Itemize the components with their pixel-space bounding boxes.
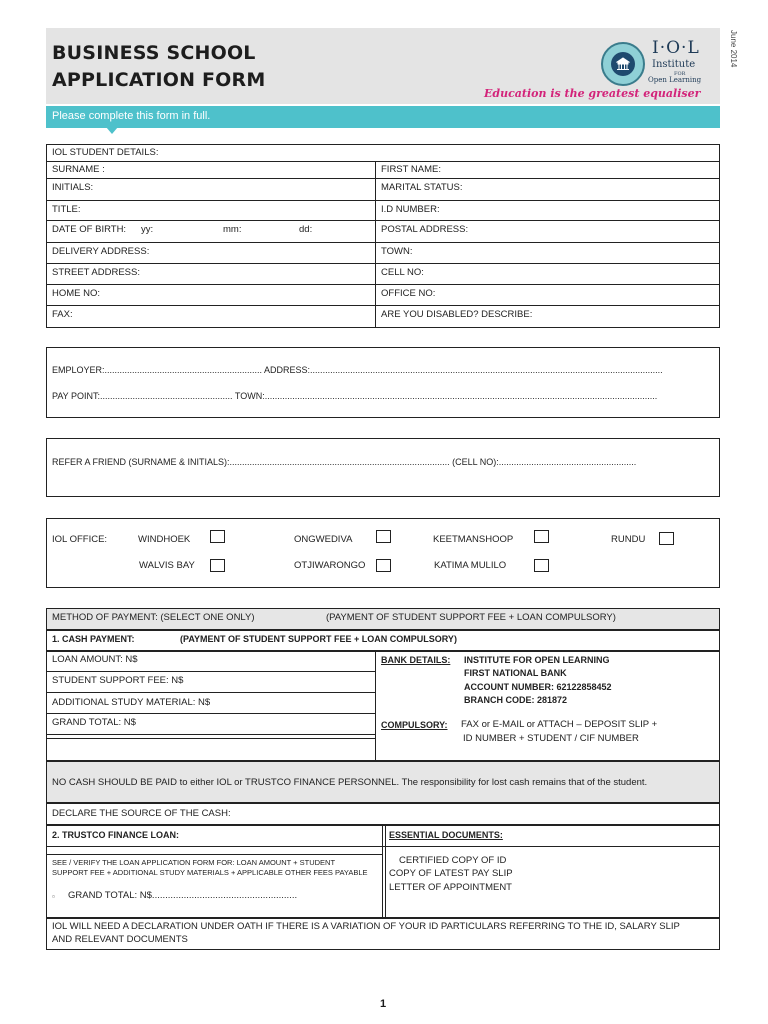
tagline: Education is the greatest equaliser bbox=[484, 87, 701, 100]
payment-method-note: (PAYMENT OF STUDENT SUPPORT FEE + LOAN COMPULSORY) bbox=[326, 612, 616, 623]
student-details-heading: IOL STUDENT DETAILS: bbox=[52, 147, 159, 158]
compulsory-label: COMPULSORY: bbox=[381, 720, 448, 730]
delivery-address-field[interactable]: DELIVERY ADDRESS: bbox=[52, 246, 150, 257]
logo-iol-text: I·O·L bbox=[652, 38, 700, 58]
employer-address-field[interactable]: EMPLOYER:............................................................... ADDRESS:............................................................................................................................................. bbox=[52, 365, 663, 375]
verify-loan-line-1: SEE / VERIFY THE LOAN APPLICATION FORM FOR: LOAN AMOUNT + STUDENT bbox=[52, 858, 336, 867]
compulsory-line-1: FAX or E-MAIL or ATTACH – DEPOSIT SLIP + bbox=[461, 719, 658, 730]
document-certified-id: CERTIFIED COPY OF ID bbox=[399, 855, 507, 866]
study-material-field[interactable]: ADDITIONAL STUDY MATERIAL: N$ bbox=[52, 697, 211, 708]
employer-box bbox=[46, 347, 720, 418]
dob-day-label: dd: bbox=[299, 224, 313, 235]
loan-amount-field[interactable]: LOAN AMOUNT: N$ bbox=[52, 654, 138, 665]
keetmanshoop-checkbox[interactable] bbox=[534, 530, 549, 543]
declare-source-field[interactable]: DECLARE THE SOURCE OF THE CASH: bbox=[52, 808, 231, 819]
title-field[interactable]: TITLE: bbox=[52, 204, 81, 215]
office-option-otjiwarongo: OTJIWARONGO bbox=[294, 560, 366, 571]
verify-loan-line-2: SUPPORT FEE + ADDITIONAL STUDY MATERIALS + APPLICABLE OTHER FEES PAYABLE bbox=[52, 868, 368, 877]
katima-mulilo-checkbox[interactable] bbox=[534, 559, 549, 572]
fax-field[interactable]: FAX: bbox=[52, 309, 73, 320]
bank-name: FIRST NATIONAL BANK bbox=[464, 668, 567, 678]
dob-year-label: yy: bbox=[141, 224, 154, 235]
date-of-birth-field[interactable]: DATE OF BIRTH: bbox=[52, 224, 127, 235]
marital-status-field[interactable]: MARITAL STATUS: bbox=[381, 182, 463, 193]
declaration-line-1: IOL WILL NEED A DECLARATION UNDER OATH IF THERE IS A VARIATION OF YOUR ID PARTICULARS REFERRING TO THE ID, SALARY SLIP bbox=[52, 921, 680, 932]
otjiwarongo-checkbox[interactable] bbox=[376, 559, 391, 572]
account-number: ACCOUNT NUMBER: 62122858452 bbox=[464, 682, 612, 692]
bullet-icon: ▫ bbox=[52, 892, 55, 901]
iol-office-box bbox=[46, 518, 720, 588]
home-no-field[interactable]: HOME NO: bbox=[52, 288, 101, 299]
ongwediva-checkbox[interactable] bbox=[376, 530, 391, 543]
grand-total-field[interactable]: GRAND TOTAL: N$ bbox=[52, 717, 136, 728]
building-icon bbox=[611, 52, 635, 76]
branch-code: BRANCH CODE: 281872 bbox=[464, 695, 568, 705]
support-fee-field[interactable]: STUDENT SUPPORT FEE: N$ bbox=[52, 675, 184, 686]
payment-method-label: METHOD OF PAYMENT: (SELECT ONE ONLY) bbox=[52, 612, 255, 623]
page-number: 1 bbox=[380, 998, 387, 1010]
banner-pointer bbox=[106, 127, 118, 134]
walvis-bay-checkbox[interactable] bbox=[210, 559, 225, 572]
pay-point-town-field[interactable]: PAY POINT:..................................................... TOWN:............................................................................................................................................................. bbox=[52, 391, 658, 401]
office-option-ongwediva: ONGWEDIVA bbox=[294, 534, 353, 545]
logo-for-text: FOR bbox=[674, 71, 686, 77]
office-option-rundu: RUNDU bbox=[611, 534, 646, 545]
windhoek-checkbox[interactable] bbox=[210, 530, 225, 543]
rundu-checkbox[interactable] bbox=[659, 532, 674, 545]
document-pay-slip: COPY OF LATEST PAY SLIP bbox=[389, 868, 513, 879]
logo-open-learning-text: Open Learning bbox=[648, 76, 702, 84]
essential-documents-heading: ESSENTIAL DOCUMENTS: bbox=[389, 830, 503, 840]
first-name-field[interactable]: FIRST NAME: bbox=[381, 164, 441, 175]
form-date: June 2014 bbox=[729, 30, 738, 68]
office-option-walvis-bay: WALVIS BAY bbox=[139, 560, 195, 571]
trustco-loan-heading: 2. TRUSTCO FINANCE LOAN: bbox=[52, 830, 179, 840]
town-field[interactable]: TOWN: bbox=[381, 246, 413, 257]
office-option-katima-mulilo: KATIMA MULILO bbox=[434, 560, 507, 571]
disabled-field[interactable]: ARE YOU DISABLED? DESCRIBE: bbox=[381, 309, 533, 320]
trustco-grand-total-field[interactable]: GRAND TOTAL: N$....................................................... bbox=[68, 890, 298, 901]
initials-field[interactable]: INITIALS: bbox=[52, 182, 94, 193]
surname-field[interactable]: SURNAME : bbox=[52, 164, 105, 175]
title-line-2: APPLICATION FORM bbox=[52, 69, 266, 91]
id-number-field[interactable]: I.D NUMBER: bbox=[381, 204, 440, 215]
cash-payment-note: (PAYMENT OF STUDENT SUPPORT FEE + LOAN COMPULSORY) bbox=[180, 634, 457, 644]
logo-institute-text: Institute bbox=[652, 59, 696, 70]
dob-month-label: mm: bbox=[223, 224, 242, 235]
office-option-windhoek: WINDHOEK bbox=[138, 534, 191, 545]
iol-office-label: IOL OFFICE: bbox=[52, 534, 108, 545]
postal-address-field[interactable]: POSTAL ADDRESS: bbox=[381, 224, 469, 235]
street-address-field[interactable]: STREET ADDRESS: bbox=[52, 267, 140, 278]
document-appointment-letter: LETTER OF APPOINTMENT bbox=[389, 882, 512, 893]
office-option-keetmanshoop: KEETMANSHOOP bbox=[433, 534, 514, 545]
cell-no-field[interactable]: CELL NO: bbox=[381, 267, 424, 278]
title-line-1: BUSINESS SCHOOL bbox=[52, 42, 256, 64]
bank-details-label: BANK DETAILS: bbox=[381, 655, 451, 665]
form-title bbox=[52, 40, 265, 94]
refer-friend-field[interactable]: REFER A FRIEND (SURNAME & INITIALS):........................................................................................ (CELL NO):....................................................... bbox=[52, 457, 637, 467]
declaration-line-2: AND RELEVANT DOCUMENTS bbox=[52, 934, 188, 945]
compulsory-line-2: ID NUMBER + STUDENT / CIF NUMBER bbox=[463, 733, 639, 744]
no-cash-notice: NO CASH SHOULD BE PAID to either IOL or TRUSTCO FINANCE PERSONNEL. The responsibility for lost cash remains that of the student. bbox=[52, 777, 648, 788]
bank-account-name: INSTITUTE FOR OPEN LEARNING bbox=[464, 655, 610, 665]
office-no-field[interactable]: OFFICE NO: bbox=[381, 288, 436, 299]
cash-payment-heading: 1. CASH PAYMENT: bbox=[52, 634, 135, 644]
banner-text: Please complete this form in full. bbox=[52, 110, 211, 122]
